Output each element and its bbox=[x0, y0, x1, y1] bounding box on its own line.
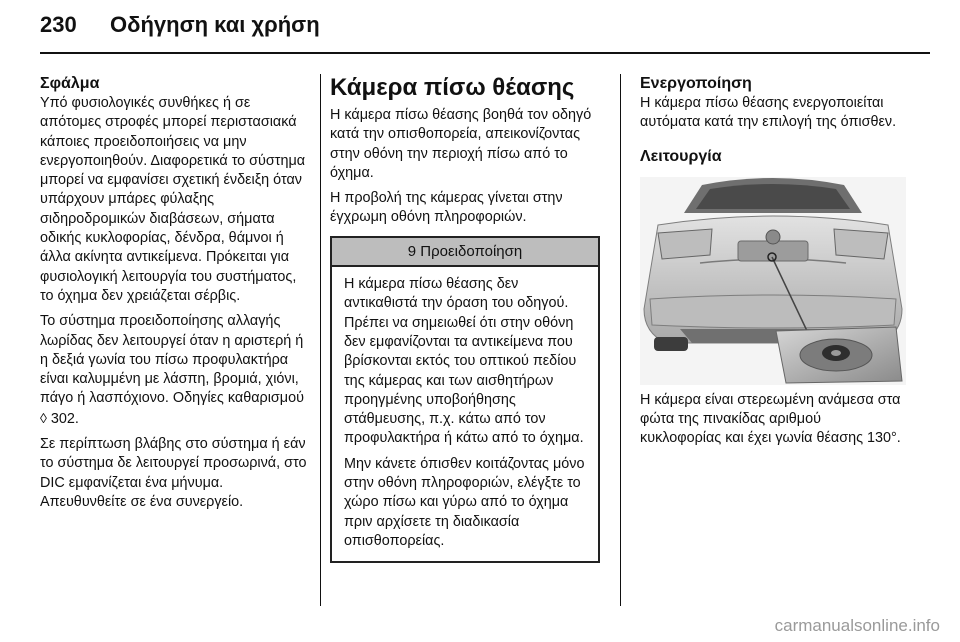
activation-paragraph: Η κάμερα πίσω θέασης ενεργοποιείται αυτόματα κατά την επιλογή της όπισθεν. bbox=[640, 95, 897, 131]
column-divider-1 bbox=[320, 74, 321, 606]
page-title: Οδήγηση και χρήση bbox=[110, 12, 320, 37]
column-divider-2 bbox=[620, 74, 621, 606]
fault-heading: Σφάλμα bbox=[40, 75, 100, 92]
column-left bbox=[40, 74, 308, 518]
warning-body bbox=[332, 267, 598, 561]
page-reference-icon: ◊ bbox=[40, 409, 47, 426]
fault-paragraph-3: Σε περίπτωση βλάβης στο σύστημα ή εάν το σύστημα δε λειτουργεί προσωρινά, στο DIC εμφανίζεται ένα μήνυμα. Απευθυνθείτε σε ένα συνεργείο. bbox=[40, 436, 307, 510]
warning-header bbox=[332, 238, 598, 267]
fault-paragraph-2 bbox=[40, 312, 308, 429]
page-reference: 302. bbox=[50, 410, 79, 427]
camera-paragraph-1: Η κάμερα πίσω θέασης βοηθά τον οδηγό κατά την οπισθοπορεία, απεικονίζοντας στην οθόνη την περιοχή πίσω από το όχημα. bbox=[330, 107, 592, 181]
warning-triangle-icon: 9 bbox=[407, 242, 417, 260]
operation-heading: Λειτουργία bbox=[640, 147, 722, 165]
section-heading: Κάμερα πίσω θέασης bbox=[330, 74, 575, 101]
camera-paragraph-2: Η προβολή της κάμερας γίνεται στην έγχρωμη οθόνη πληροφοριών. bbox=[330, 190, 563, 226]
column-right bbox=[640, 74, 905, 454]
warning-paragraph-1: Η κάμερα πίσω θέασης δεν αντικαθιστά την όραση του οδηγού. Πρέπει να σημειωθεί ότι στην οθόνη δεν εμφανίζονται τα αντικείμενα που βρίσκονται εκτός του οπτικού πεδίου της κάμερας και των αισθητήρων προηγμένης υποβοήθησης στάθμευσης, π.χ. κάτω από τον προφυλακτήρα ή κάτω από το όχημα. bbox=[344, 276, 584, 447]
fault-paragraph-1: Υπό φυσιολογικές συνθήκες ή σε απότομες στροφές μπορεί περιστασιακά κάποιες προειδοποιήσεις να μην ενεργοποιηθούν. Διαφορετικά το σύστημα μπορεί να εμφανίσει σχετική ένδειξη όταν υπάρχουν μπάρες φύλαξης σιδηροδρομικών διαβάσεων, σήματα οδικής κυκλοφορίας, δένδρα, θάμνοι ή άλλα ακίνητα αντικείμενα. Πρόκειται για φυσιολογική λειτουργία του συστήματος, το όχημα δεν χρειάζεται σέρβις. bbox=[40, 95, 306, 304]
watermark: carmanualsonline.info bbox=[774, 616, 940, 635]
warning-title: Προειδοποίηση bbox=[420, 242, 523, 260]
page-number: 230 bbox=[40, 12, 77, 37]
operation-paragraph: Η κάμερα είναι στερεωμένη ανάμεσα στα φώτα της πινακίδας αριθμού κυκλοφορίας και έχει γωνία θέασης 130°. bbox=[640, 391, 901, 447]
column-middle bbox=[330, 74, 600, 563]
fault-paragraph-2-text: Το σύστημα προειδοποίησης αλλαγής λωρίδας δεν λειτουργεί όταν η αριστερή ή η δεξιά γωνία του πίσω προφυλακτήρα είναι καλυμμένη με λάσπη, βρομιά, χιόνι, πάγο ή λασπόχιονο. Οδηγίες καθαρισμού bbox=[40, 313, 304, 407]
warning-box bbox=[330, 236, 600, 563]
warning-paragraph-2: Μην κάνετε όπισθεν κοιτάζοντας μόνο στην οθόνη πληροφοριών, ελέγξτε το χώρο πίσω και γύρω από το όχημα πριν αρχίσετε τη διαδικασία οπισθοπορείας. bbox=[344, 455, 585, 549]
activation-heading: Ενεργοποίηση bbox=[640, 75, 752, 92]
rear-camera-car-image bbox=[640, 177, 906, 385]
header-rule bbox=[40, 52, 930, 54]
